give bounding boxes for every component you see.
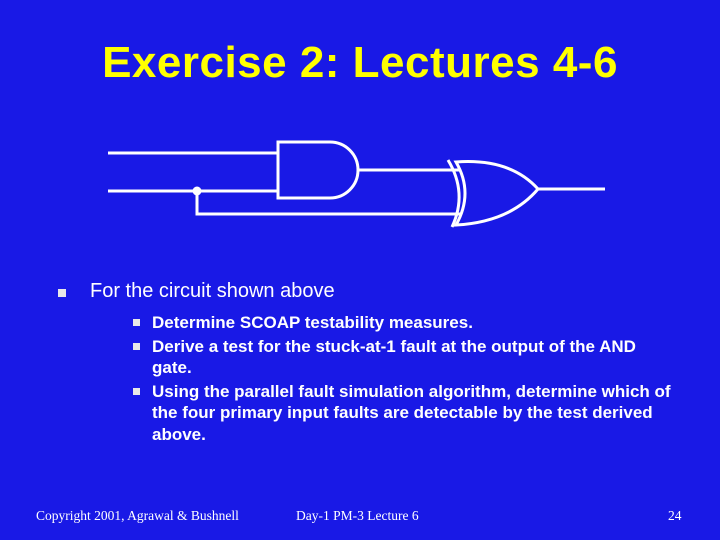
fanout-wire-or bbox=[197, 191, 460, 214]
footer-page-number: 24 bbox=[668, 508, 682, 523]
main-bullet-text: For the circuit shown above bbox=[90, 280, 335, 302]
sub-bullet-text: Using the parallel fault simulation algorithm, determine which of the four primary input faults are detectable by the test derived above. bbox=[152, 381, 671, 444]
footer-session: Day-1 PM-3 Lecture 6 bbox=[296, 508, 419, 523]
sub-bullet-list bbox=[133, 312, 673, 447]
sub-bullet bbox=[133, 312, 673, 334]
and-gate bbox=[278, 142, 358, 198]
or-gate bbox=[456, 162, 538, 225]
footer-copyright: Copyright 2001, Agrawal & Bushnell bbox=[36, 508, 239, 523]
bullet-icon bbox=[133, 343, 140, 350]
sub-bullet-text: Determine SCOAP testability measures. bbox=[152, 313, 473, 332]
slide-title: Exercise 2: Lectures 4-6 bbox=[102, 38, 618, 87]
logic-circuit-diagram bbox=[100, 138, 620, 238]
bullet-icon bbox=[133, 388, 140, 395]
bullet-icon bbox=[133, 319, 140, 326]
sub-bullet-text: Derive a test for the stuck-at-1 fault at the output of the AND gate. bbox=[152, 336, 636, 377]
bullet-icon bbox=[58, 289, 66, 297]
fanout-junction-dot bbox=[193, 187, 202, 196]
sub-bullet bbox=[133, 336, 673, 379]
sub-bullet bbox=[133, 381, 673, 446]
